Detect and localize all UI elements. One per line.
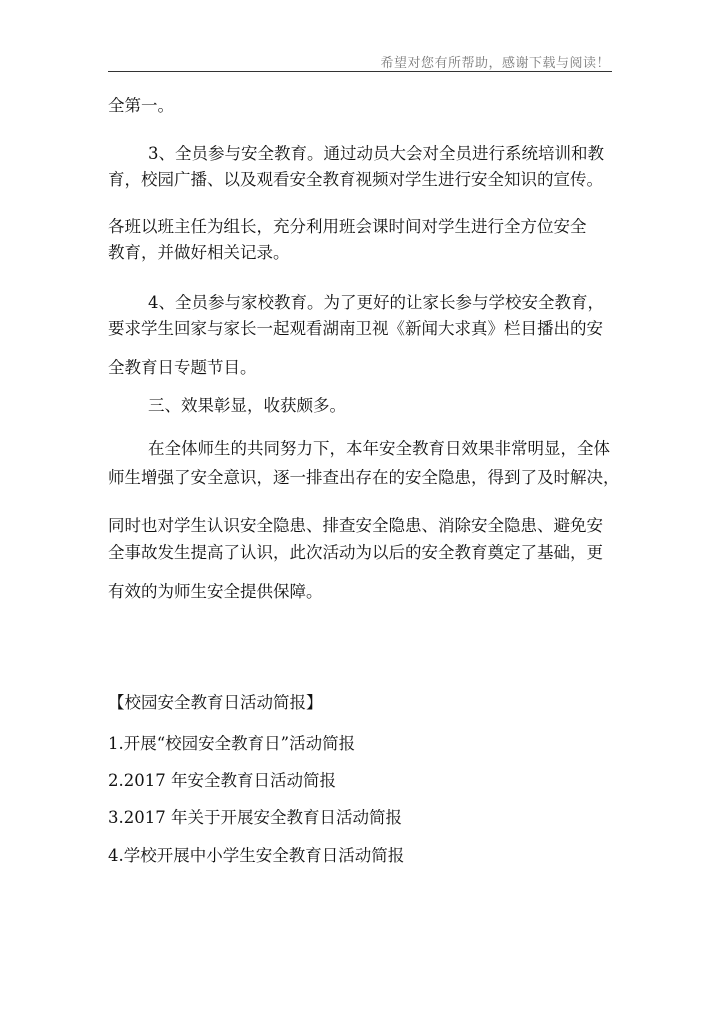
- related-link[interactable]: 4.学校开展中小学生安全教育日活动简报: [108, 846, 405, 865]
- paragraph-line: 全事故发生提高了认识，此次活动为以后的安全教育奠定了基础，更: [108, 543, 603, 562]
- paragraph-line: 师生增强了安全意识，逐一排查出存在的安全隐患，得到了及时解决，: [108, 468, 620, 487]
- related-heading: 【校园安全教育日活动简报】: [108, 693, 323, 712]
- paragraph-line: 各班以班主任为组长，充分利用班会课时间对学生进行全方位安全: [108, 217, 587, 236]
- header-note: 希望对您有所帮助，感谢下载与阅读！: [380, 56, 610, 71]
- paragraph-line: 全第一。: [108, 96, 174, 115]
- header-rule: [108, 71, 612, 72]
- paragraph-line: 要求学生回家与家长一起观看湖南卫视《新闻大求真》栏目播出的安: [108, 319, 603, 338]
- section-heading: 三、效果彰显，收获颇多。: [148, 396, 346, 415]
- paragraph-line: 在全体师生的共同努力下，本年安全教育日效果非常明显，全体: [148, 439, 610, 458]
- related-link[interactable]: 3.2017 年关于开展安全教育日活动简报: [108, 808, 402, 827]
- paragraph-line: 育，校园广播、以及观看安全教育视频对学生进行安全知识的宣传。: [108, 170, 603, 189]
- paragraph-line: 4、全员参与家校教育。为了更好的让家长参与学校安全教育，: [148, 293, 604, 312]
- paragraph-line: 3、全员参与安全教育。通过动员大会对全员进行系统培训和教: [148, 144, 604, 163]
- related-link[interactable]: 1.开展“校园安全教育日”活动简报: [108, 734, 356, 753]
- paragraph-line: 有效的为师生安全提供保障。: [108, 582, 323, 601]
- related-link[interactable]: 2.2017 年安全教育日活动简报: [108, 771, 336, 790]
- paragraph-line: 教育，并做好相关记录。: [108, 243, 290, 262]
- paragraph-line: 全教育日专题节目。: [108, 358, 257, 377]
- paragraph-line: 同时也对学生认识安全隐患、排查安全隐患、消除安全隐患、避免安: [108, 516, 603, 535]
